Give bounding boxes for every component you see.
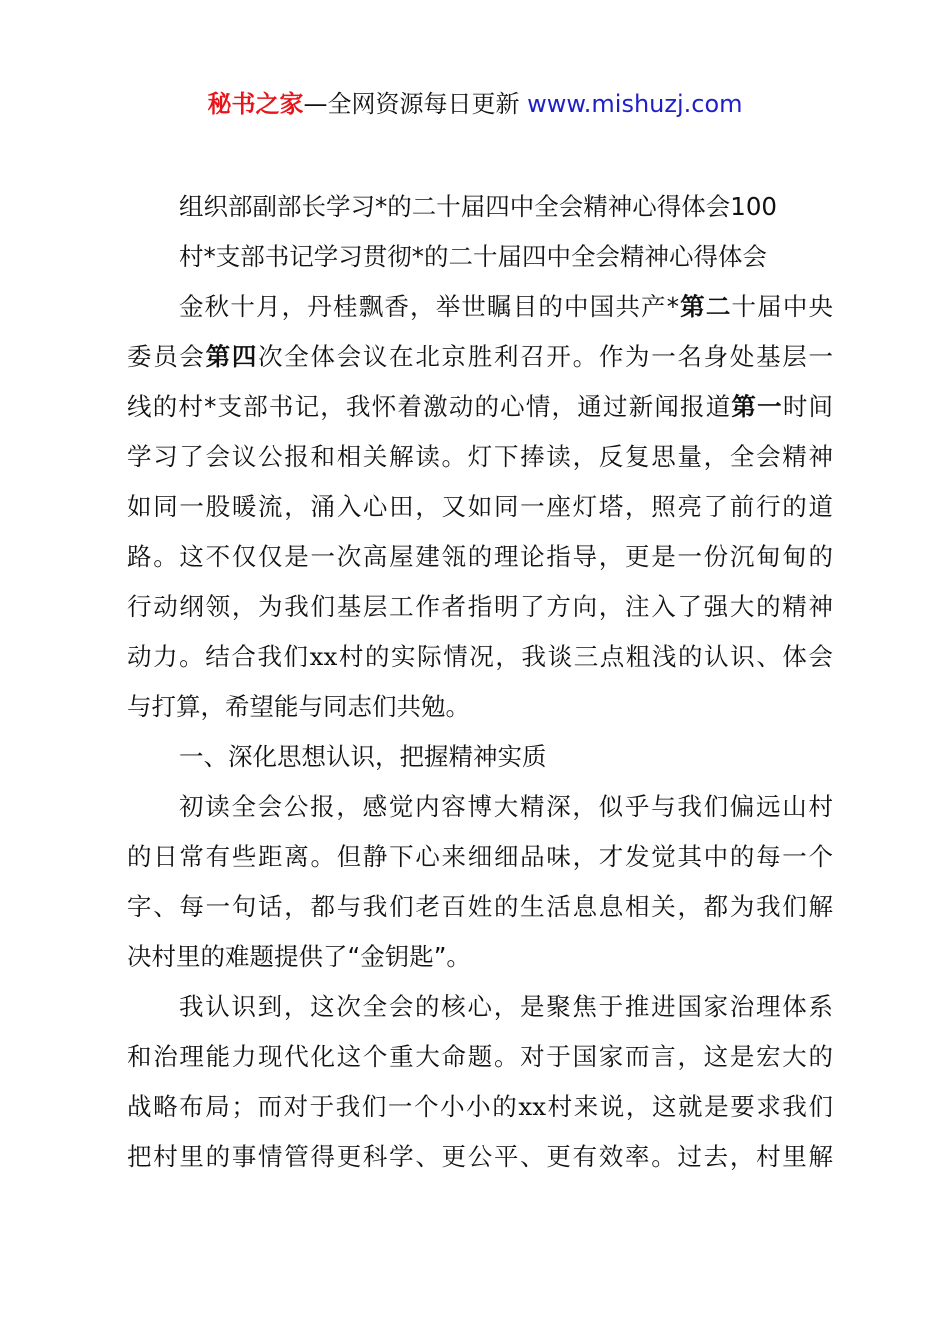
paragraph-line: 把村里的事情管得更科学、更公平、更有效率。过去，村里解 — [127, 1142, 833, 1171]
title-1-text: 组织部副部长学习*的二十届四中全会精神心得体会100 — [179, 192, 778, 221]
text-run: 十届中央 — [731, 292, 833, 321]
paragraph-line — [127, 382, 833, 432]
bold-text-run: 第二 — [678, 292, 732, 321]
text-run: 时间 — [782, 392, 833, 421]
text-run: xx — [309, 642, 338, 671]
paragraph-line: 决村里的难题提供了“金钥匙”。 — [127, 942, 471, 971]
site-brand: 秘书之家 — [207, 90, 304, 118]
paragraph-line — [127, 1082, 833, 1132]
text-run: xx — [518, 1092, 547, 1121]
site-tagline: —全网资源每日更新 — [303, 90, 520, 118]
text-run: 金秋十月，丹桂飘香，举世瞩目的中国共产* — [179, 292, 679, 321]
site-header — [0, 86, 950, 122]
paragraph-intro — [127, 282, 833, 732]
bold-text-run: 第四 — [205, 342, 259, 371]
bold-text-run: 第一 — [731, 392, 783, 421]
paragraph-line — [127, 632, 833, 682]
paragraph-line: 的日常有些距离。但静下心来细细品味，才发觉其中的每一个 — [127, 842, 833, 871]
paragraph-line — [127, 332, 833, 382]
section-heading-1 — [127, 732, 833, 782]
paragraph-line: 字、每一句话，都与我们老百姓的生活息息相关，都为我们解 — [127, 892, 833, 921]
text-run: 线的村*支部书记，我怀着激动的心情，通过新闻报道 — [127, 392, 732, 421]
paragraph-line: 行动纲领，为我们基层工作者指明了方向，注入了强大的精神 — [127, 592, 833, 621]
text-run: 战略布局；而对于我们一个小小的 — [127, 1092, 519, 1121]
section-heading-text: 一、深化思想认识，把握精神实质 — [179, 742, 547, 771]
text-run: 委员会 — [127, 342, 206, 371]
document-title-1 — [127, 182, 833, 232]
paragraph-line: 学习了会议公报和相关解读。灯下捧读，反复思量，全会精神 — [127, 442, 833, 471]
paragraph-3 — [127, 982, 833, 1182]
document-body — [127, 182, 833, 1182]
paragraph-line: 和治理能力现代化这个重大命题。对于国家而言，这是宏大的 — [127, 1042, 833, 1071]
text-run: 村的实际情况，我谈三点粗浅的认识、体会 — [337, 642, 833, 671]
paragraph-line: 初读全会公报，感觉内容博大精深，似乎与我们偏远山村 — [179, 792, 833, 821]
paragraph-line: 如同一股暖流，涌入心田，又如同一座灯塔，照亮了前行的道 — [127, 492, 833, 521]
text-run: 次全体会议在北京胜利召开。作为一名身处基层一 — [258, 342, 833, 371]
text-run: 动力。结合我们 — [127, 642, 310, 671]
paragraph-line: 我认识到，这次全会的核心，是聚焦于推进国家治理体系 — [179, 992, 833, 1021]
document-title-2 — [127, 232, 833, 282]
paragraph-2 — [127, 782, 833, 982]
text-run: 村来说，这就是要求我们 — [546, 1092, 833, 1121]
title-2-text: 村*支部书记学习贯彻*的二十届四中全会精神心得体会 — [179, 242, 767, 271]
paragraph-line — [127, 282, 833, 332]
paragraph-line: 与打算，希望能与同志们共勉。 — [127, 692, 470, 721]
site-url-link[interactable]: www.mishuzj.com — [527, 90, 743, 118]
paragraph-line: 路。这不仅仅是一次高屋建瓴的理论指导，更是一份沉甸甸的 — [127, 542, 833, 571]
